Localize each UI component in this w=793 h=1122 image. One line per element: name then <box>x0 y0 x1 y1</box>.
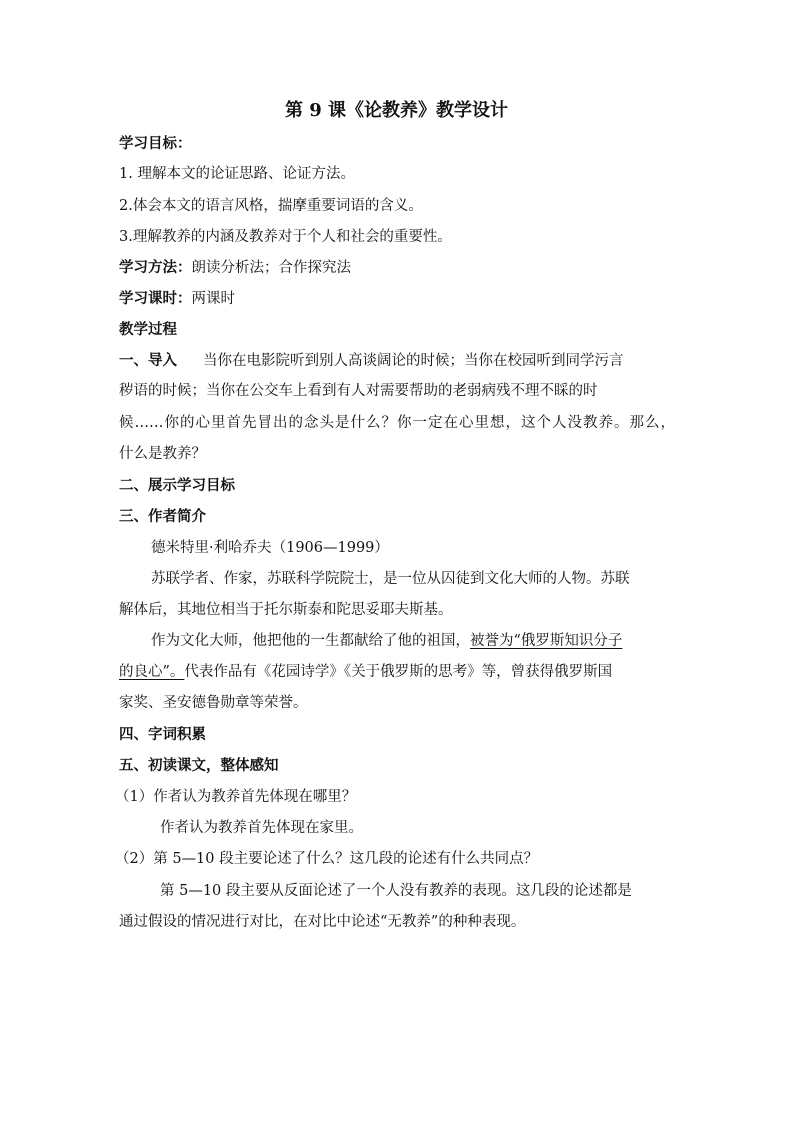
intro-text-1: 当你在电影院听到别人高谈阔论的时候；当你在校园听到同学污言 <box>203 353 624 369</box>
question-2: （2）第 5—10 段主要论述了什么？这几段的论述有什么共同点？ <box>115 851 539 867</box>
section-4-heading: 四、字词积累 <box>119 726 206 743</box>
answer-1: 作者认为教养首先体现在家里。 <box>160 820 363 836</box>
section-5-heading: 五、初读课文，整体感知 <box>119 757 279 774</box>
hours-line <box>119 289 235 309</box>
author-p1-line-1: 苏联学者、作家，苏联科学院院士，是一位从囚徒到文化大师的人物。苏联 <box>151 571 630 587</box>
section-2-heading: 二、展示学习目标 <box>119 477 235 494</box>
author-p2-text: 作为文化大师，他把他的一生都献给了他的祖国， <box>151 633 470 649</box>
goal-item-1: 1. 理解本文的论证思路、论证方法。 <box>119 166 355 182</box>
author-p1-line-2: 解体后，其地位相当于托尔斯泰和陀思妥耶夫斯基。 <box>119 602 453 618</box>
answer-2-line-1: 第 5—10 段主要从反面论述了一个人没有教养的表现。这几段的论述都是 <box>160 883 632 899</box>
author-honor-text: 被誉为“俄罗斯知识分子 <box>470 633 623 649</box>
author-works-text: 代表作品有《花园诗学》《关于俄罗斯的思考》等，曾获得俄罗斯国 <box>184 664 613 680</box>
section-3-heading: 三、作者简介 <box>119 508 206 525</box>
method-text: 朗读分析法；合作探究法 <box>191 260 351 276</box>
intro-label: 一、导入 <box>119 352 177 369</box>
author-p2-line-3: 家奖、圣安德鲁勋章等荣誉。 <box>119 695 308 711</box>
intro-line-2: 秽语的时候；当你在公交车上看到有人对需要帮助的老弱病残不理不睬的时 <box>119 383 598 399</box>
process-heading: 教学过程 <box>119 321 177 338</box>
author-p2-line-1 <box>151 631 622 651</box>
author-honor-text-cont: 的良心”。 <box>119 664 185 680</box>
intro-line-1 <box>119 351 624 371</box>
intro-line-4: 什么是教养？ <box>119 446 206 462</box>
hours-label: 学习课时： <box>119 290 192 307</box>
hours-text: 两课时 <box>191 291 235 307</box>
goal-item-2: 2.体会本文的语言风格，揣摩重要词语的含义。 <box>119 198 423 214</box>
goals-heading: 学习目标： <box>119 135 192 152</box>
question-1: （1）作者认为教养首先体现在哪里？ <box>115 789 357 805</box>
method-line <box>119 258 351 278</box>
author-p2-line-2 <box>119 662 612 682</box>
document-title: 第 9 课《论教养》教学设计 <box>284 100 509 121</box>
goal-item-3: 3.理解教养的内涵及教养对于个人和社会的重要性。 <box>119 229 452 245</box>
author-name: 德米特里·利哈乔夫（1906—1999） <box>151 540 389 556</box>
answer-2-line-2: 通过假设的情况进行对比，在对比中论述“无教养”的种种表现。 <box>119 914 526 930</box>
intro-line-3: 候……你的心里首先冒出的念头是什么？你一定在心里想，这个人没教养。那么， <box>119 415 675 431</box>
method-label: 学习方法： <box>119 259 192 276</box>
